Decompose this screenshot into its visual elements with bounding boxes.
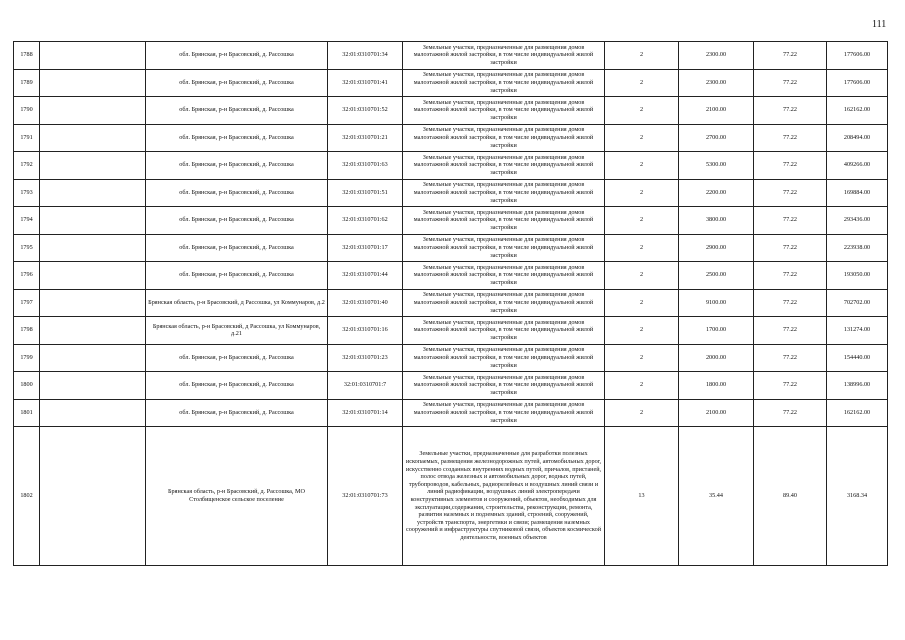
table-row (14, 344, 888, 372)
cadastral-value-cell: 223938.00 (827, 234, 888, 262)
cadastral-number-cell: 32:01:0310701:40 (328, 289, 403, 317)
page-number: 111 (872, 19, 887, 30)
empty-cell (40, 124, 146, 152)
cadastral-number-cell: 32:01:0310701:63 (328, 152, 403, 180)
cadastral-number-cell: 32:01:0310701:41 (328, 69, 403, 97)
area-cell: 2000.00 (679, 344, 754, 372)
row-number-cell: 1801 (14, 399, 40, 427)
table-row (14, 179, 888, 207)
row-number-cell: 1792 (14, 152, 40, 180)
group-number-cell: 2 (605, 69, 679, 97)
cadastral-number-cell: 32:01:0310701:44 (328, 262, 403, 290)
cadastral-number-cell: 32:01:0310701:7 (328, 372, 403, 400)
specific-value-cell: 77.22 (754, 399, 827, 427)
area-cell: 35.44 (679, 427, 754, 566)
empty-cell (40, 152, 146, 180)
row-number-cell: 1797 (14, 289, 40, 317)
cadastral-value-cell: 193050.00 (827, 262, 888, 290)
specific-value-cell: 77.22 (754, 372, 827, 400)
specific-value-cell: 77.22 (754, 234, 827, 262)
cadastral-number-cell: 32:01:0310701:73 (328, 427, 403, 566)
cadastral-value-cell: 409266.00 (827, 152, 888, 180)
table-row (14, 289, 888, 317)
group-number-cell: 2 (605, 317, 679, 345)
specific-value-cell: 77.22 (754, 289, 827, 317)
cadastral-value-cell: 169884.00 (827, 179, 888, 207)
area-cell: 2300.00 (679, 42, 754, 70)
specific-value-cell: 77.22 (754, 262, 827, 290)
cadastral-value-cell: 702702.00 (827, 289, 888, 317)
land-use-cell: Земельные участки, предназначенные для размещения домов малоэтажной жилой застройки, в том числе индивидуальной жилой застройки (403, 124, 605, 152)
land-use-cell: Земельные участки, предназначенные для размещения домов малоэтажной жилой застройки, в том числе индивидуальной жилой застройки (403, 69, 605, 97)
area-cell: 2300.00 (679, 69, 754, 97)
row-number-cell: 1798 (14, 317, 40, 345)
specific-value-cell: 77.22 (754, 124, 827, 152)
land-use-cell: Земельные участки, предназначенные для размещения домов малоэтажной жилой застройки, в том числе индивидуальной жилой застройки (403, 207, 605, 235)
address-cell: обл. Брянская, р-н Брасовский, д. Рассошка (146, 42, 328, 70)
group-number-cell: 2 (605, 42, 679, 70)
address-cell: обл. Брянская, р-н Брасовский, д. Рассошка (146, 97, 328, 125)
group-number-cell: 2 (605, 124, 679, 152)
cadastral-value-cell: 177606.00 (827, 69, 888, 97)
table-body (14, 42, 888, 566)
table-row (14, 207, 888, 235)
empty-cell (40, 207, 146, 235)
group-number-cell: 13 (605, 427, 679, 566)
cadastral-value-cell: 208494.00 (827, 124, 888, 152)
land-use-cell: Земельные участки, предназначенные для размещения домов малоэтажной жилой застройки, в том числе индивидуальной жилой застройки (403, 399, 605, 427)
address-cell: Брянская область, р-н Брасовский, д. Рассошка, МО Столбищенское сельское поселение (146, 427, 328, 566)
specific-value-cell: 77.22 (754, 179, 827, 207)
cadastral-value-cell: 162162.00 (827, 399, 888, 427)
table-row (14, 262, 888, 290)
empty-cell (40, 97, 146, 125)
group-number-cell: 2 (605, 179, 679, 207)
row-number-cell: 1790 (14, 97, 40, 125)
cadastral-value-cell: 293436.00 (827, 207, 888, 235)
row-number-cell: 1791 (14, 124, 40, 152)
cadastral-number-cell: 32:01:0310701:62 (328, 207, 403, 235)
address-cell: обл. Брянская, р-н Брасовский, д. Рассошка (146, 124, 328, 152)
area-cell: 1700.00 (679, 317, 754, 345)
cadastral-number-cell: 32:01:0310701:21 (328, 124, 403, 152)
land-registry-table (13, 41, 888, 566)
specific-value-cell: 77.22 (754, 97, 827, 125)
specific-value-cell: 89.40 (754, 427, 827, 566)
cadastral-value-cell: 162162.00 (827, 97, 888, 125)
specific-value-cell: 77.22 (754, 317, 827, 345)
area-cell: 9100.00 (679, 289, 754, 317)
table-row (14, 234, 888, 262)
cadastral-value-cell: 3168.34 (827, 427, 888, 566)
address-cell: обл. Брянская, р-н Брасовский, д. Рассошка (146, 207, 328, 235)
address-cell: обл. Брянская, р-н Брасовский, д. Рассошка (146, 262, 328, 290)
specific-value-cell: 77.22 (754, 152, 827, 180)
table-row (14, 372, 888, 400)
land-use-cell: Земельные участки, предназначенные для размещения домов малоэтажной жилой застройки, в том числе индивидуальной жилой застройки (403, 372, 605, 400)
table-row (14, 42, 888, 70)
cadastral-number-cell: 32:01:0310701:17 (328, 234, 403, 262)
cadastral-number-cell: 32:01:0310701:16 (328, 317, 403, 345)
cadastral-number-cell: 32:01:0310701:23 (328, 344, 403, 372)
address-cell: обл. Брянская, р-н Брасовский, д. Рассошка (146, 179, 328, 207)
row-number-cell: 1796 (14, 262, 40, 290)
land-use-cell: Земельные участки, предназначенные для размещения домов малоэтажной жилой застройки, в том числе индивидуальной жилой застройки (403, 152, 605, 180)
area-cell: 1800.00 (679, 372, 754, 400)
group-number-cell: 2 (605, 152, 679, 180)
specific-value-cell: 77.22 (754, 207, 827, 235)
empty-cell (40, 234, 146, 262)
land-use-cell: Земельные участки, предназначенные для размещения домов малоэтажной жилой застройки, в том числе индивидуальной жилой застройки (403, 262, 605, 290)
row-number-cell: 1795 (14, 234, 40, 262)
empty-cell (40, 42, 146, 70)
table-row (14, 427, 888, 566)
area-cell: 2700.00 (679, 124, 754, 152)
cadastral-number-cell: 32:01:0310701:52 (328, 97, 403, 125)
land-use-cell: Земельные участки, предназначенные для размещения домов малоэтажной жилой застройки, в том числе индивидуальной жилой застройки (403, 317, 605, 345)
row-number-cell: 1788 (14, 42, 40, 70)
area-cell: 2100.00 (679, 97, 754, 125)
cadastral-value-cell: 177606.00 (827, 42, 888, 70)
table-row (14, 317, 888, 345)
cadastral-number-cell: 32:01:0310701:51 (328, 179, 403, 207)
table-row (14, 124, 888, 152)
empty-cell (40, 289, 146, 317)
land-use-cell: Земельные участки, предназначенные для размещения домов малоэтажной жилой застройки, в том числе индивидуальной жилой застройки (403, 179, 605, 207)
address-cell: Брянская область, р-н Брасовский, д Рассошка, ул Коммунаров, д.21 (146, 317, 328, 345)
area-cell: 2900.00 (679, 234, 754, 262)
group-number-cell: 2 (605, 289, 679, 317)
row-number-cell: 1789 (14, 69, 40, 97)
address-cell: обл. Брянская, р-н Брасовский, д. Рассошка (146, 372, 328, 400)
table-row (14, 152, 888, 180)
group-number-cell: 2 (605, 399, 679, 427)
empty-cell (40, 372, 146, 400)
cadastral-value-cell: 138996.00 (827, 372, 888, 400)
area-cell: 2500.00 (679, 262, 754, 290)
cadastral-number-cell: 32:01:0310701:34 (328, 42, 403, 70)
land-use-cell: Земельные участки, предназначенные для размещения домов малоэтажной жилой застройки, в том числе индивидуальной жилой застройки (403, 97, 605, 125)
row-number-cell: 1800 (14, 372, 40, 400)
row-number-cell: 1793 (14, 179, 40, 207)
address-cell: обл. Брянская, р-н Брасовский, д. Рассошка (146, 399, 328, 427)
area-cell: 3800.00 (679, 207, 754, 235)
area-cell: 2100.00 (679, 399, 754, 427)
land-use-cell: Земельные участки, предназначенные для размещения домов малоэтажной жилой застройки, в том числе индивидуальной жилой застройки (403, 289, 605, 317)
row-number-cell: 1794 (14, 207, 40, 235)
specific-value-cell: 77.22 (754, 42, 827, 70)
land-use-cell: Земельные участки, предназначенные для разработки полезных ископаемых, размещения железнодорожных путей, автомобильных дорог, искусственно созданных внутренних водных путей, причалов, пристаней, полос отвода железных и автомобильных дорог, водных путей, трубопроводов, кабельных, радиорелейных и воздушных линий связи и линий радиофикации, воздушных линий электропередачи конструктивных элементов и сооружений, объектов, необходимых для эксплуатации,содержания, строительства, реконструкции, ремонта, развития наземных и подземных зданий, строений, сооружений, устройств транспорта, энергетики и связи; размещения наземных сооружений и инфраструктуры спутниковой связи, объектов космической деятельности, военных объектов (403, 427, 605, 566)
table-row (14, 399, 888, 427)
address-cell: обл. Брянская, р-н Брасовский, д. Рассошка (146, 69, 328, 97)
empty-cell (40, 262, 146, 290)
empty-cell (40, 179, 146, 207)
cadastral-number-cell: 32:01:0310701:14 (328, 399, 403, 427)
group-number-cell: 2 (605, 97, 679, 125)
group-number-cell: 2 (605, 344, 679, 372)
table-row (14, 69, 888, 97)
land-use-cell: Земельные участки, предназначенные для размещения домов малоэтажной жилой застройки, в том числе индивидуальной жилой застройки (403, 42, 605, 70)
cadastral-value-cell: 154440.00 (827, 344, 888, 372)
empty-cell (40, 399, 146, 427)
row-number-cell: 1802 (14, 427, 40, 566)
table-row (14, 97, 888, 125)
empty-cell (40, 344, 146, 372)
empty-cell (40, 427, 146, 566)
empty-cell (40, 317, 146, 345)
address-cell: Брянская область, р-н Брасовский, д Рассошка, ул Коммунаров, д.2 (146, 289, 328, 317)
area-cell: 5300.00 (679, 152, 754, 180)
cadastral-value-cell: 131274.00 (827, 317, 888, 345)
group-number-cell: 2 (605, 207, 679, 235)
address-cell: обл. Брянская, р-н Брасовский, д. Рассошка (146, 152, 328, 180)
group-number-cell: 2 (605, 262, 679, 290)
group-number-cell: 2 (605, 234, 679, 262)
area-cell: 2200.00 (679, 179, 754, 207)
specific-value-cell: 77.22 (754, 69, 827, 97)
specific-value-cell: 77.22 (754, 344, 827, 372)
address-cell: обл. Брянская, р-н Брасовский, д. Рассошка (146, 344, 328, 372)
empty-cell (40, 69, 146, 97)
group-number-cell: 2 (605, 372, 679, 400)
land-use-cell: Земельные участки, предназначенные для размещения домов малоэтажной жилой застройки, в том числе индивидуальной жилой застройки (403, 234, 605, 262)
land-use-cell: Земельные участки, предназначенные для размещения домов малоэтажной жилой застройки, в том числе индивидуальной жилой застройки (403, 344, 605, 372)
row-number-cell: 1799 (14, 344, 40, 372)
address-cell: обл. Брянская, р-н Брасовский, д. Рассошка (146, 234, 328, 262)
